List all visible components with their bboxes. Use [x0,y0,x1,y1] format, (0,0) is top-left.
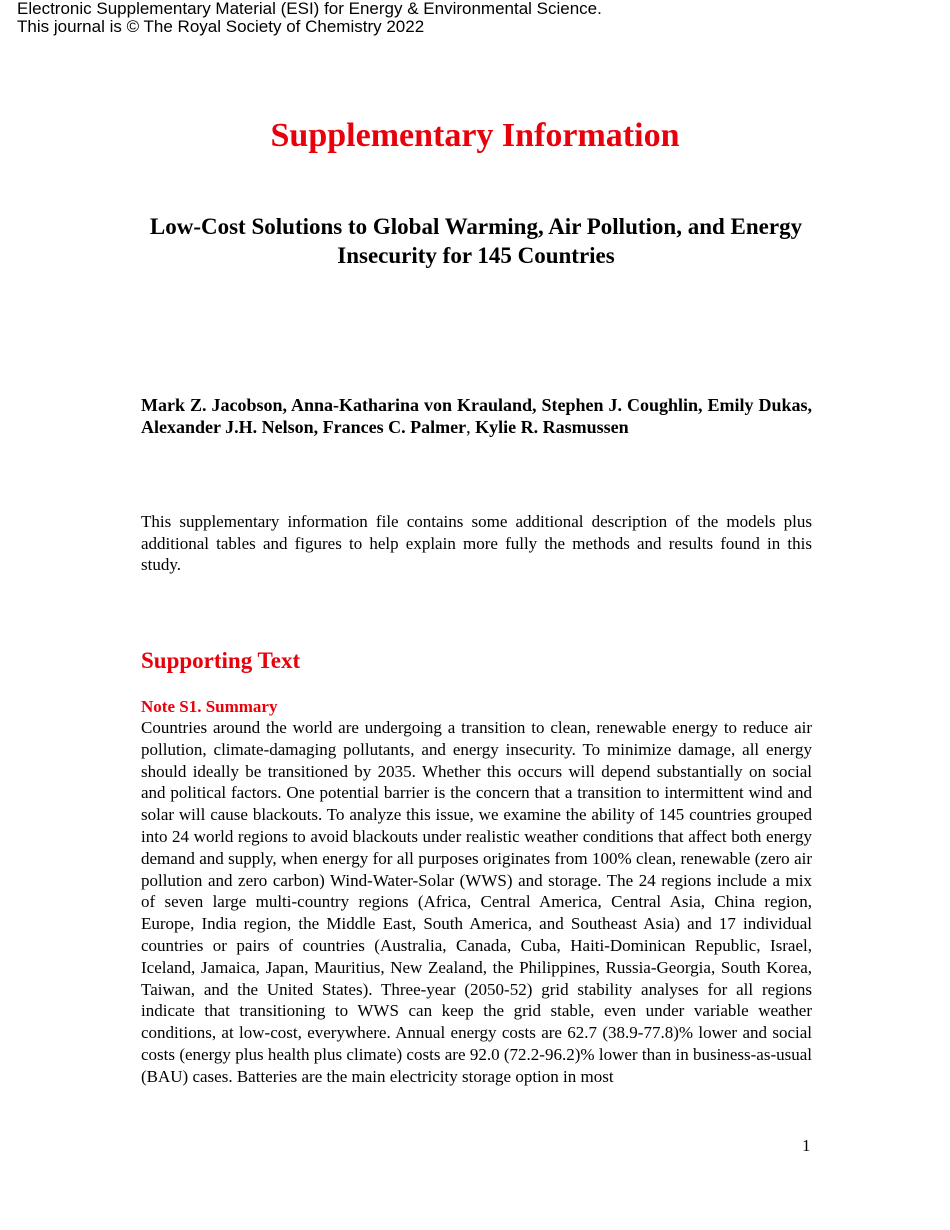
author-list-part-2: Kylie R. Rasmussen [470,417,629,437]
journal-header-line-2: This journal is © The Royal Society of Chemistry 2022 [17,17,425,36]
author-separator: , [466,417,471,437]
author-list [141,394,812,438]
intro-paragraph: This supplementary information file contains some additional description of the models plus additional tables and figures to help explain more fully the methods and results found in this study. [141,512,812,574]
paper-subtitle: Low-Cost Solutions to Global Warming, Air Pollution, and Energy Insecurity for 145 Countries [149,214,803,268]
journal-header [17,0,602,36]
section-heading: Supporting Text [141,648,301,673]
page-title: Supplementary Information [270,117,680,154]
summary-paragraph: Countries around the world are undergoing a transition to clean, renewable energy to reduce air pollution, climate-damaging pollutants, and energy insecurity. To minimize damage, all energy should ideally be transitioned by 2035. Whether this occurs will depend substantially on social and political factors. One potential barrier is the concern that a transition to intermittent wind and solar will cause blackouts. To analyze this issue, we examine the ability of 145 countries grouped into 24 world regions to avoid blackouts under realistic weather conditions that affect both energy demand and supply, when energy for all purposes originates from 100% clean, renewable (zero air pollution and zero carbon) Wind-Water-Solar (WWS) and storage. The 24 regions include a mix of seven large multi-country regions (Africa, Central America, Central Asia, China region, Europe, India region, the Middle East, South America, and Southeast Asia) and 17 individual countries or pairs of countries (Australia, Canada, Cuba, Haiti-Dominican Republic, Israel, Iceland, Jamaica, Japan, Mauritius, New Zealand, the Philippines, Russia-Georgia, South Korea, Taiwan, and the United States). Three-year (2050-52) grid stability analyses for all regions indicate that transitioning to WWS can keep the grid stable, even under variable weather conditions, at low-cost, everywhere. Annual energy costs are 62.7 (38.9-77.8)% lower and social costs (energy plus health plus climate) costs are 92.0 (72.2-96.2)% lower than in business-as-usual (BAU) cases. Batteries are the main electricity storage option in most [141,718,812,1086]
author-list-part-1: Mark Z. Jacobson, Anna-Katharina von Krauland, Stephen J. Coughlin, Emily Dukas, Alexander J.H. Nelson, Frances C. Palmer [141,395,812,437]
page-number: 1 [802,1136,811,1155]
note-heading: Note S1. Summary [141,697,278,716]
journal-header-line-1: Electronic Supplementary Material (ESI) for Energy & Environmental Science. [17,0,602,18]
